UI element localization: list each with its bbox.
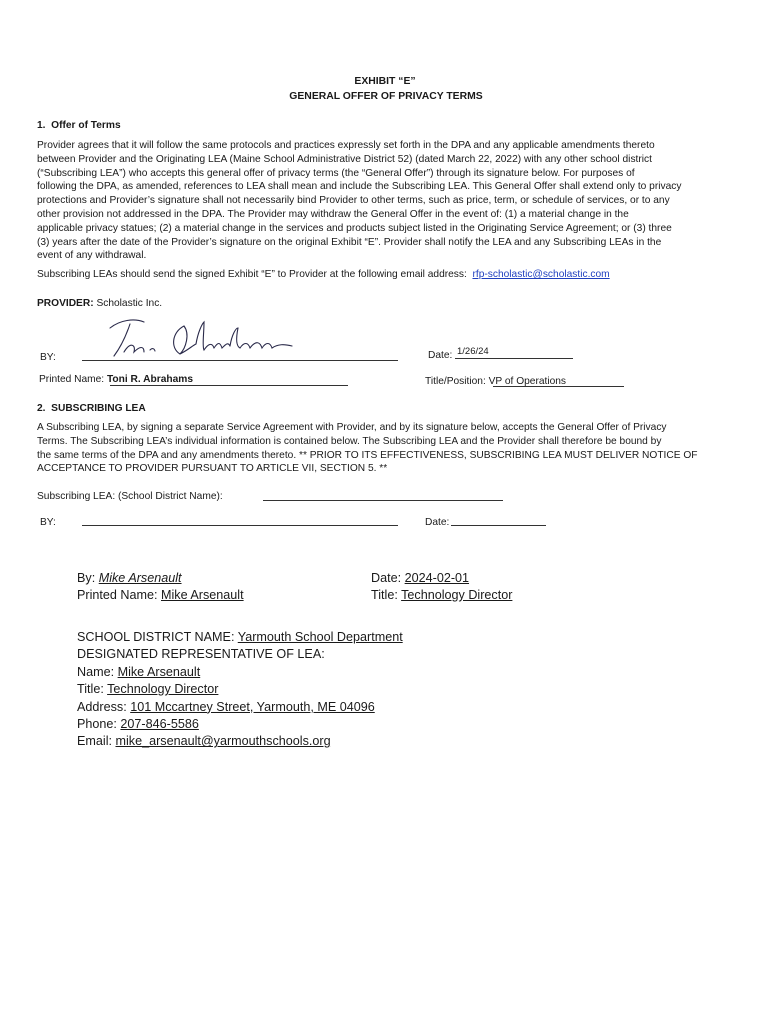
provider-printed-label: Printed Name: — [39, 374, 105, 385]
provider-email-link[interactable]: rfp-scholastic@scholastic.com — [472, 269, 610, 280]
lea-by-field — [77, 570, 182, 587]
section1-line: (“Subscribing LEA”) who accepts this general offer of privacy terms (the “General Offer”) through its signature below. For purposes of — [37, 167, 635, 179]
rep-name-value: Mike Arsenault — [117, 664, 201, 679]
lea-date-field — [371, 570, 469, 587]
lea-title-value: Technology Director — [401, 588, 513, 602]
rep-address-label: Address: — [77, 699, 127, 714]
rep-title-row — [77, 681, 403, 698]
section1-line: between Provider and the Originating LEA (Maine School Administrative District 52) (dated March 22, 2022) with any other school district — [37, 153, 652, 165]
section1-title: Offer of Terms — [51, 120, 121, 131]
exhibit-label: EXHIBIT “E” — [354, 76, 416, 87]
section1-line: protections and Provider’s signature shall not necessarily bind Provider to other terms, such as price, term, or schedule of services, or to any — [37, 195, 670, 207]
signature-icon — [100, 314, 300, 364]
section2-line: Terms. The Subscribing LEA’s individual information is contained below. The Subscribing LEA and the Provider shall therefore be bound by — [37, 435, 662, 447]
provider-date-line[interactable] — [455, 358, 573, 359]
subscribing-district-label: Subscribing LEA: (School District Name): — [37, 491, 223, 502]
subscribing-signature-line[interactable] — [82, 525, 398, 526]
district-info — [77, 629, 403, 751]
lea-by-label: By: — [77, 571, 96, 585]
email-instructions — [37, 268, 610, 282]
lea-printed-label: Printed Name: — [77, 588, 158, 602]
section1-line: Provider agrees that it will follow the same protocols and practices expressly set forth in the DPA and any applicable amendments thereto — [37, 140, 655, 151]
district-name-label: SCHOOL DISTRICT NAME: — [77, 630, 235, 644]
section2-line: ACCEPTANCE TO PROVIDER PURSUANT TO ARTICLE VII, SECTION 5. ** — [37, 463, 388, 475]
lea-by-value: Mike Arsenault — [98, 571, 182, 585]
lea-printed-field — [77, 587, 244, 604]
section2-title: SUBSCRIBING LEA — [51, 403, 146, 414]
provider-label: PROVIDER: — [37, 298, 94, 309]
section2-number: 2. — [37, 403, 46, 414]
section1-heading — [37, 119, 121, 133]
subscribing-date-label: Date: — [425, 517, 450, 528]
subscribing-date-line[interactable] — [451, 525, 546, 526]
rep-email-label: Email: — [77, 734, 112, 749]
section1-line: following the DPA, as amended, references to LEA shall mean and include the Subscribing LEA. This General Offer shall extend only to privacy — [37, 181, 682, 193]
provider-title-value: VP of Operations — [488, 376, 567, 387]
rep-address-row — [77, 699, 403, 716]
rep-email-value[interactable]: mike_arsenault@yarmouthschools.org — [115, 734, 331, 749]
district-name-row — [77, 629, 403, 646]
section2-heading — [37, 402, 146, 416]
provider-date-value: 1/26/24 — [457, 346, 489, 357]
section1-line: other provision not addressed in the DPA. The Provider may withdraw the General Offer in the event of: (1) a material change in the — [37, 208, 629, 220]
rep-phone-label: Phone: — [77, 717, 117, 732]
email-prompt: Subscribing LEAs should send the signed Exhibit “E” to Provider at the following email address: — [37, 269, 467, 280]
rep-name-row — [77, 664, 403, 681]
designated-rep-heading: DESIGNATED REPRESENTATIVE OF LEA: — [77, 647, 325, 662]
provider-printed-value: Toni R. Abrahams — [106, 374, 194, 385]
section2-body — [37, 421, 737, 476]
section1-line: applicable privacy statues; (2) a material change in the services and products subject listed in the Originating Service Agreement; or (3) three — [37, 222, 672, 234]
lea-title-field — [371, 587, 512, 604]
rep-phone-value: 207-846-5586 — [120, 717, 199, 732]
section1-line: event of any withdrawal. — [37, 250, 147, 262]
provider-date-field — [428, 349, 452, 363]
provider-date-label: Date: — [428, 350, 453, 361]
rep-title-label: Title: — [77, 682, 104, 697]
section1-line: (3) years after the date of the Provider’s signature on the original Exhibit “E”. Provider shall notify the LEA and any Subscribing LEAs in the — [37, 236, 662, 248]
lea-printed-value: Mike Arsenault — [161, 588, 244, 602]
section1-body — [37, 139, 737, 263]
rep-title-value: Technology Director — [107, 682, 219, 697]
section1-number: 1. — [37, 120, 46, 131]
rep-name-label: Name: — [77, 664, 115, 679]
rep-email-row — [77, 733, 403, 750]
provider-printed-line[interactable] — [110, 385, 348, 386]
provider-by-label: BY: — [40, 352, 56, 363]
subscribing-district-line[interactable] — [263, 500, 503, 501]
document-title: GENERAL OFFER OF PRIVACY TERMS — [289, 91, 483, 102]
provider-title-line[interactable] — [493, 386, 624, 387]
lea-date-label: Date: — [371, 571, 402, 585]
provider-title-label: Title/Position: — [425, 376, 486, 387]
section2-line: the same terms of the DPA and any amendments thereto. ** PRIOR TO ITS EFFECTIVENESS, SUBSCRIBING LEA MUST DELIVER NOTICE OF — [37, 449, 698, 461]
section2-line: A Subscribing LEA, by signing a separate Service Agreement with Provider, and by its signature below, accepts the General Offer of Privacy — [37, 422, 667, 433]
lea-date-value: 2024-02-01 — [404, 571, 470, 585]
provider-line — [37, 297, 162, 311]
provider-name: Scholastic Inc. — [96, 298, 163, 309]
district-name-value: Yarmouth School Department — [237, 630, 403, 644]
rep-address-value: 101 Mccartney Street, Yarmouth, ME 04096 — [130, 699, 375, 714]
lea-title-label: Title: — [371, 588, 398, 602]
rep-phone-row — [77, 716, 403, 733]
subscribing-by-label: BY: — [40, 517, 56, 528]
